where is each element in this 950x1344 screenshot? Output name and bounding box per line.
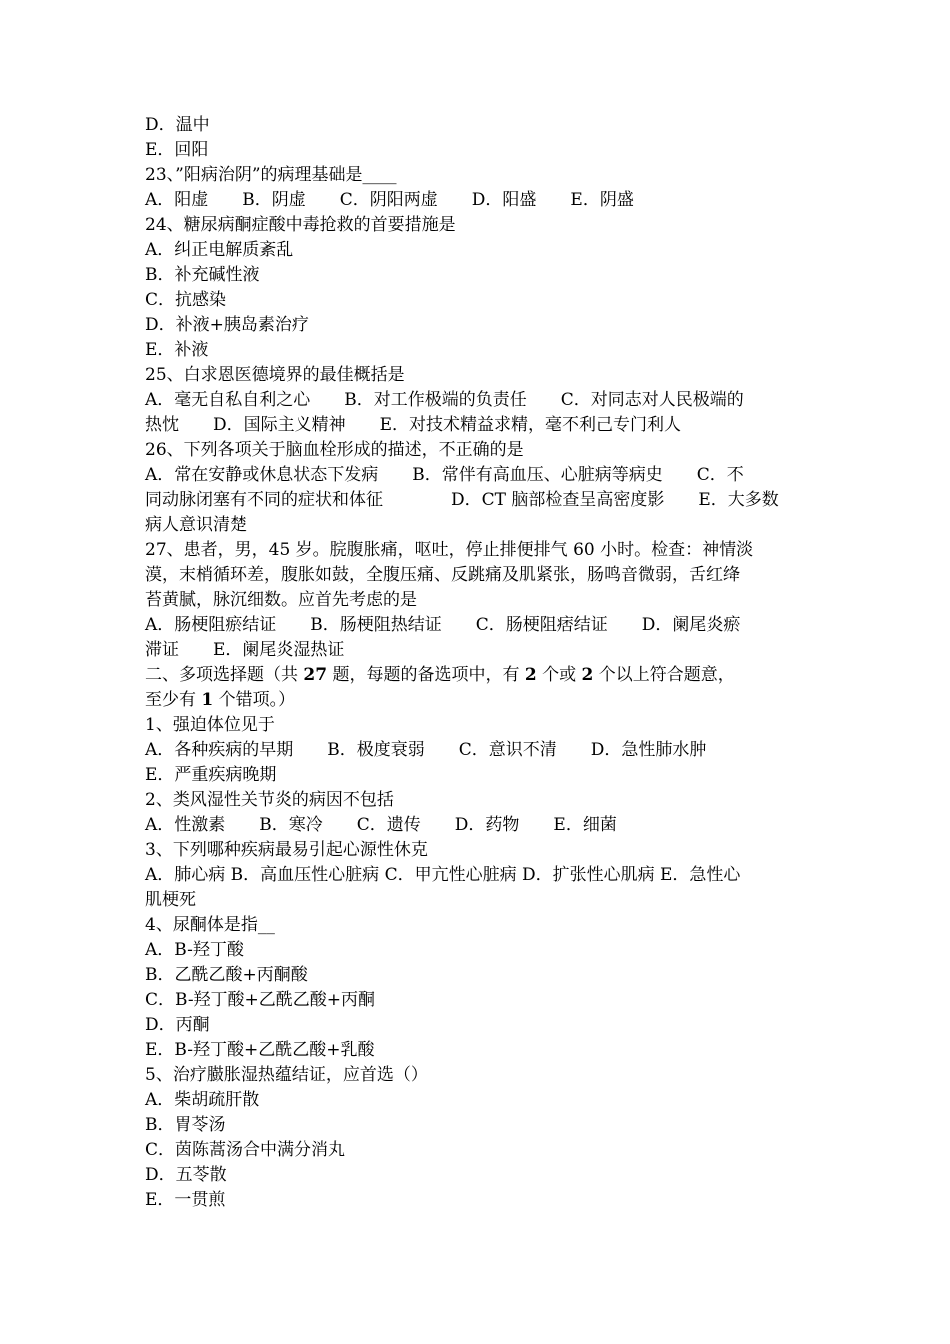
question-m3: 3、下列哪种疾病最易引起心源性休克 bbox=[145, 840, 428, 860]
question-m1: 1、强迫体位见于 bbox=[145, 715, 275, 735]
question-27-cont: 苔黄腻，脉沉细数。应首先考虑的是 bbox=[145, 590, 417, 610]
question-m4: 4、尿酮体是指__ bbox=[145, 915, 275, 935]
options-25: A．毫无自私自利之心 B．对工作极端的负责任 C．对同志对人民极端的 bbox=[145, 390, 744, 410]
option-line: E．一贯煎 bbox=[145, 1190, 226, 1210]
options-m2: A．性激素 B．寒冷 C．遗传 D．药物 E．细菌 bbox=[145, 815, 617, 835]
options-m1-cont: E．严重疾病晚期 bbox=[145, 765, 277, 785]
options-27: A．肠梗阻瘀结证 B．肠梗阻热结证 C．肠梗阻痞结证 D．阑尾炎瘀 bbox=[145, 615, 741, 635]
question-23: 23、”阳病治阴”的病理基础是____ bbox=[145, 165, 397, 185]
question-27-cont: 漠，末梢循环差，腹胀如鼓，全腹压痛、反跳痛及肌紧张，肠鸣音微弱，舌红绛 bbox=[145, 565, 740, 585]
question-26: 26、下列各项关于脑血栓形成的描述，不正确的是 bbox=[145, 440, 524, 460]
options-26: A．常在安静或休息状态下发病 B．常伴有高血压、心脏病等病史 C．不 bbox=[145, 465, 744, 485]
option-line: C．B-羟丁酸+乙酰乙酸+丙酮 bbox=[145, 990, 376, 1010]
question-25: 25、白求恩医德境界的最佳概括是 bbox=[145, 365, 405, 385]
option-line: A．纠正电解质紊乱 bbox=[145, 240, 294, 260]
option-line: B．乙酰乙酸+丙酮酸 bbox=[145, 965, 308, 985]
options-27-cont: 滞证 E．阑尾炎湿热证 bbox=[145, 640, 345, 660]
options-25-cont: 热忱 D．国际主义精神 E．对技术精益求精，毫不利己专门利人 bbox=[145, 415, 682, 435]
option-line: A．柴胡疏肝散 bbox=[145, 1090, 260, 1110]
options-23: A．阳虚 B．阴虚 C．阴阳两虚 D．阳盛 E．阴盛 bbox=[145, 190, 634, 210]
options-26-cont: 同动脉闭塞有不同的症状和体征 D．CT 脑部检查呈高密度影 E．大多数 bbox=[145, 490, 779, 510]
question-27: 27、患者，男，45 岁。脘腹胀痛，呕吐，停止排便排气 60 小时。检查：神情淡 bbox=[145, 540, 754, 560]
options-m1: A．各种疾病的早期 B．极度衰弱 C．意识不清 D．急性肺水肿 bbox=[145, 740, 707, 760]
section-heading: 二、多项选择题（共 27 题，每题的备选项中，有 2 个或 2 个以上符合题意， bbox=[145, 665, 735, 685]
option-line: D．丙酮 bbox=[145, 1015, 210, 1035]
option-line: C．茵陈蒿汤合中满分消丸 bbox=[145, 1140, 346, 1160]
section-heading-cont: 至少有 1 个错项。） bbox=[145, 690, 296, 710]
option-line: D．五苓散 bbox=[145, 1165, 227, 1185]
option-line: E．补液 bbox=[145, 340, 209, 360]
option-line: D．温中 bbox=[145, 115, 210, 135]
option-line: B．胃苓汤 bbox=[145, 1115, 226, 1135]
option-line: C．抗感染 bbox=[145, 290, 227, 310]
options-m3: A．肺心病 B．高血压性心脏病 C．甲亢性心脏病 D．扩张性心肌病 E．急性心 bbox=[145, 865, 741, 885]
option-line: A．B-羟丁酸 bbox=[145, 940, 244, 960]
document-body bbox=[145, 113, 810, 1213]
options-26-cont: 病人意识清楚 bbox=[145, 515, 247, 535]
option-line: D．补液+胰岛素治疗 bbox=[145, 315, 309, 335]
option-line: E．回阳 bbox=[145, 140, 209, 160]
option-line: B．补充碱性液 bbox=[145, 265, 260, 285]
question-m2: 2、类风湿性关节炎的病因不包括 bbox=[145, 790, 394, 810]
options-m3-cont: 肌梗死 bbox=[145, 890, 196, 910]
option-line: E．B-羟丁酸+乙酰乙酸+乳酸 bbox=[145, 1040, 375, 1060]
question-24: 24、糖尿病酮症酸中毒抢救的首要措施是 bbox=[145, 215, 456, 235]
question-m5: 5、治疗臌胀湿热蕴结证，应首选（） bbox=[145, 1065, 428, 1085]
